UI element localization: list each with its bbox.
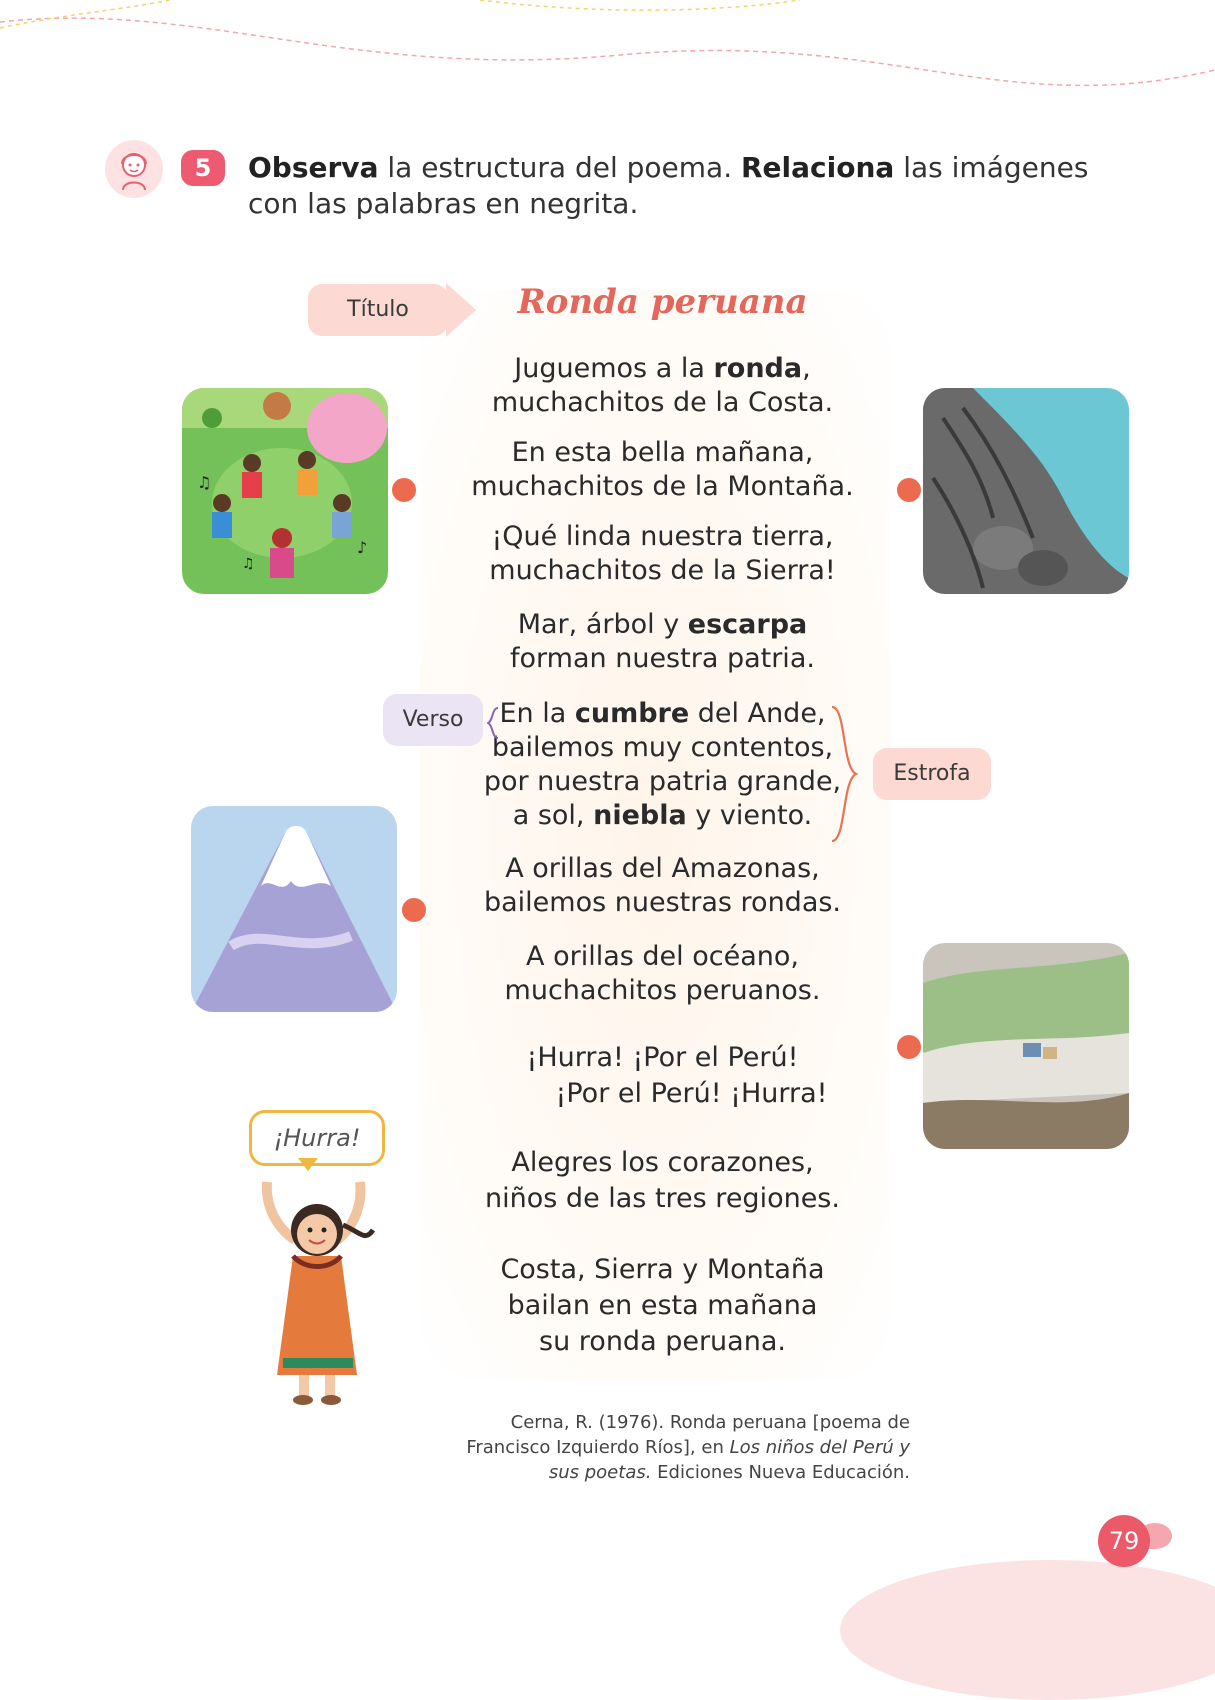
verse-text: En la — [499, 698, 575, 729]
decorative-corner-blob — [840, 1560, 1215, 1700]
citation-text: Ediciones Nueva Educación. — [651, 1462, 910, 1483]
verse-line: ¡Hurra! ¡Por el Perú! — [526, 1042, 799, 1073]
verse-line: muchachitos de la Montaña. — [471, 471, 854, 502]
activity-number-badge: 5 — [181, 150, 225, 186]
verse-line: A orillas del Amazonas, — [505, 853, 820, 884]
matching-dot[interactable] — [897, 478, 921, 502]
matching-dot[interactable] — [392, 478, 416, 502]
snowy-mountain-image[interactable] — [191, 806, 397, 1012]
children-dancing-ronda-image[interactable] — [182, 388, 388, 594]
verse-text: del Ande, — [689, 698, 826, 729]
verse-text: , — [802, 353, 811, 384]
bold-word-ronda: ronda — [713, 353, 803, 384]
bold-word-escarpa: escarpa — [687, 609, 808, 640]
speech-bubble: ¡Hurra! — [249, 1110, 385, 1166]
verse-line: muchachitos de la Sierra! — [489, 555, 836, 586]
instruction-text: las imágenes con las palabras en negrita. — [248, 151, 1089, 220]
svg-text:♫: ♫ — [197, 473, 212, 492]
stanza-9 — [455, 1145, 870, 1217]
matching-dot[interactable] — [402, 898, 426, 922]
verse-line: por nuestra patria grande, — [483, 766, 842, 797]
verse-line: ¡Por el Perú! ¡Hurra! — [555, 1078, 828, 1109]
verse-line: su ronda peruana. — [539, 1326, 786, 1357]
svg-text:♫: ♫ — [242, 556, 255, 572]
verse-line: forman nuestra patria. — [510, 643, 815, 674]
verse-text: a sol, — [512, 800, 594, 831]
student-avatar-icon — [105, 140, 163, 198]
stanza-3 — [455, 520, 870, 588]
rocky-escarpment-image[interactable] — [923, 388, 1129, 594]
stanza-6 — [455, 852, 870, 920]
verse-line: ¡Qué linda nuestra tierra, — [491, 521, 834, 552]
misty-valley-image[interactable] — [923, 943, 1129, 1149]
verse-line: A orillas del océano, — [526, 941, 799, 972]
verse-line: niños de las tres regiones. — [485, 1183, 840, 1214]
verse-line: bailemos nuestras rondas. — [483, 887, 842, 918]
label-verso: Verso — [383, 694, 483, 746]
verse-line: En esta bella mañana, — [511, 437, 814, 468]
stanza-7 — [455, 940, 870, 1008]
verse-brace-icon — [487, 707, 499, 739]
stanza-2 — [455, 436, 870, 504]
instruction-bold-observa: Observa — [248, 151, 379, 184]
instruction-bold-relaciona: Relaciona — [741, 151, 895, 184]
verse-line: bailan en esta mañana — [507, 1290, 818, 1321]
verse-line: muchachitos peruanos. — [504, 975, 821, 1006]
decorative-wave-lines — [0, 0, 1215, 110]
verse-line: Alegres los corazones, — [511, 1147, 814, 1178]
bold-word-niebla: niebla — [593, 800, 687, 831]
stanza-10 — [455, 1252, 870, 1360]
stanza-brace-icon — [830, 705, 860, 843]
stanza-4 — [455, 608, 870, 676]
label-titulo: Título — [308, 284, 448, 336]
page-number: 79 — [1098, 1515, 1150, 1567]
poem-citation — [440, 1410, 910, 1485]
stanza-1 — [455, 352, 870, 420]
citation-text: Cerna, R. (1976). Ronda peruana [poema de Francisco Izquierdo Ríos], en — [466, 1412, 910, 1458]
verse-line: muchachitos de la Costa. — [491, 387, 834, 418]
instruction-text: la estructura del poema. — [378, 151, 741, 184]
verse-text: Juguemos a la — [514, 353, 714, 384]
verse-text: Mar, árbol y — [517, 609, 688, 640]
verse-line: bailemos muy contentos, — [491, 732, 834, 763]
bold-word-cumbre: cumbre — [574, 698, 690, 729]
stanza-5 — [455, 697, 870, 833]
citation-book-title: Los niños del Perú y sus poetas. — [548, 1437, 910, 1483]
label-estrofa: Estrofa — [873, 748, 991, 800]
matching-dot[interactable] — [897, 1035, 921, 1059]
girl-cheering-illustration — [245, 1170, 395, 1410]
verse-text: y viento. — [686, 800, 813, 831]
verse-line: Costa, Sierra y Montaña — [500, 1254, 825, 1285]
svg-text:♪: ♪ — [357, 538, 368, 557]
activity-instruction — [248, 150, 1128, 222]
stanza-8 — [455, 1040, 870, 1112]
poem-title: Ronda peruana — [517, 282, 808, 322]
